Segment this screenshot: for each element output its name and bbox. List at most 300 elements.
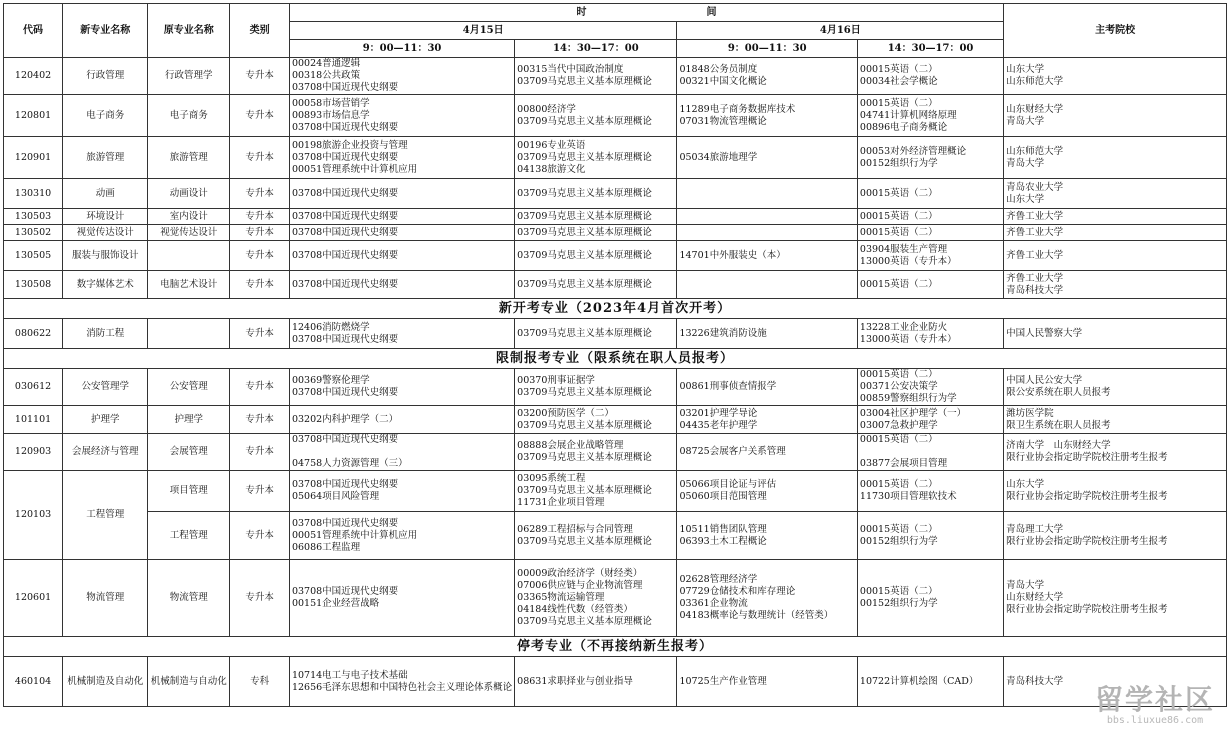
subject-line: 中国人民警察大学 (1006, 327, 1083, 339)
old-major-name: 电子商务 (148, 95, 230, 137)
apr15-morning-subjects (289, 137, 514, 179)
apr16-morning-subjects (677, 209, 857, 225)
new-major-name: 服装与服饰设计 (63, 241, 148, 271)
category: 专升本 (230, 369, 290, 406)
subject-line: 02628管理经济学 (679, 574, 758, 585)
old-major-name: 旅游管理 (148, 137, 230, 179)
major-code: 120801 (4, 95, 63, 137)
subject-line: 04435老年护理学 (679, 419, 758, 431)
apr15-afternoon-subjects (515, 241, 677, 271)
header-code: 代码 (4, 4, 63, 58)
subject-line: 00015英语（二） (859, 523, 938, 535)
apr16-morning-subjects (677, 471, 857, 512)
header-new-name: 新专业名称 (63, 4, 148, 58)
apr16-afternoon-subjects (857, 241, 1003, 271)
header-school: 主考院校 (1004, 4, 1227, 58)
subject-line: 00058市场营销学 (291, 97, 370, 109)
apr16-morning-subjects (677, 657, 857, 707)
header-time: 时 间 (289, 4, 1003, 22)
subject-line: 03202内科护理学（二） (291, 413, 399, 425)
subject-line: 10511销售团队管理 (679, 523, 767, 535)
old-major-name: 工程管理 (148, 512, 230, 560)
subject-line: 07006供应链与企业物流管理 (517, 580, 643, 591)
table-row (4, 471, 1227, 512)
subject-line: 山东财经大学 (1006, 592, 1064, 603)
subject-line: 山东大学 (1006, 64, 1045, 75)
subject-line: 山东师范大学 (1006, 145, 1064, 157)
subject-line: 限行业协会指定助学院校注册考生报考 (1006, 604, 1168, 615)
subject-line: 03708中国近现代史纲要 (291, 278, 399, 290)
apr16-afternoon-subjects (857, 657, 1003, 707)
table-row (4, 209, 1227, 225)
major-code: 080622 (4, 319, 63, 349)
apr15-morning-subjects (289, 58, 514, 95)
subject-line: 齐鲁工业大学 (1006, 210, 1064, 222)
table-row (4, 369, 1227, 406)
subject-line: 03361企业物流 (679, 598, 748, 609)
apr16-afternoon-subjects (857, 209, 1003, 225)
category: 专升本 (230, 271, 290, 299)
subject-line: 03095系统工程 (517, 473, 586, 484)
exam-school (1004, 471, 1227, 512)
subject-line: 03708中国近现代史纲要 (291, 434, 399, 445)
old-major-name: 视觉传达设计 (148, 225, 230, 241)
old-major-name (148, 319, 230, 349)
subject-line: 00896电子商务概论 (859, 121, 948, 133)
apr15-afternoon-subjects (515, 58, 677, 95)
apr16-afternoon-subjects (857, 369, 1003, 406)
apr15-afternoon-subjects (515, 209, 677, 225)
major-code: 120103 (4, 471, 63, 560)
old-major-name: 物流管理 (148, 560, 230, 637)
subject-line: 04758人力资源管理（三） (291, 458, 408, 469)
subject-line: 青岛大学 (1006, 115, 1045, 127)
subject-line: 03708中国近现代史纲要 (291, 82, 399, 93)
header-category: 类别 (230, 4, 290, 58)
subject-line: 13000英语（专升本） (859, 333, 957, 345)
old-major-name: 护理学 (148, 406, 230, 434)
subject-line: 限公安系统在职人员报考 (1006, 387, 1111, 398)
subject-line: 山东财经大学 (1006, 103, 1064, 115)
subject-line: 03708中国近现代史纲要 (291, 387, 399, 398)
new-major-name: 机械制造及自动化 (63, 657, 148, 707)
subject-line: 10725生产作业管理 (679, 675, 767, 687)
subject-line: 03709马克思主义基本原理概论 (517, 187, 652, 199)
category: 专升本 (230, 471, 290, 512)
section-row (4, 349, 1227, 369)
major-code: 460104 (4, 657, 63, 707)
new-major-name: 电子商务 (63, 95, 148, 137)
subject-line: 青岛农业大学 (1006, 181, 1064, 193)
schedule-body (4, 58, 1227, 707)
subject-line: 潍坊医学院 (1006, 407, 1054, 419)
apr16-afternoon-subjects (857, 95, 1003, 137)
apr16-morning-subjects (677, 58, 857, 95)
subject-line: 00015英语（二） (859, 97, 938, 109)
new-major-name: 工程管理 (63, 471, 148, 560)
subject-line: 00015英语（二） (859, 586, 938, 597)
old-major-name: 项目管理 (148, 471, 230, 512)
apr15-afternoon-subjects (515, 225, 677, 241)
subject-line: 齐鲁工业大学 (1006, 272, 1064, 284)
table-row (4, 319, 1227, 349)
apr15-morning-subjects (289, 434, 514, 471)
apr16-morning-subjects (677, 512, 857, 560)
category: 专科 (230, 657, 290, 707)
subject-line: 04184线性代数（经管类） (517, 604, 633, 615)
exam-school (1004, 241, 1227, 271)
subject-line: 03709马克思主义基本原理概论 (517, 226, 652, 238)
subject-line: 山东大学 (1006, 193, 1045, 205)
apr16-morning-subjects (677, 369, 857, 406)
section-title: 新开考专业（2023年4月首次开考） (4, 299, 1227, 319)
subject-line: 03877会展项目管理 (859, 458, 948, 469)
subject-line: 青岛科技大学 (1006, 284, 1064, 296)
new-major-name: 视觉传达设计 (63, 225, 148, 241)
subject-line: 00369警察伦理学 (291, 375, 370, 386)
apr15-afternoon-subjects (515, 319, 677, 349)
exam-school (1004, 560, 1227, 637)
subject-line: 11731企业项目管理 (517, 497, 605, 508)
subject-line: 12406消防燃烧学 (291, 321, 370, 333)
header-pm-1: 14：30—17：00 (515, 40, 677, 58)
subject-line: 00015英语（二） (859, 187, 938, 199)
subject-line: 03709马克思主义基本原理概论 (517, 210, 652, 222)
subject-line: 03709马克思主义基本原理概论 (517, 249, 652, 261)
subject-line: 03007急救护理学 (859, 419, 938, 431)
table-row (4, 95, 1227, 137)
apr15-afternoon-subjects (515, 95, 677, 137)
table-row (4, 406, 1227, 434)
subject-line: 07729仓储技术和库存理论 (679, 586, 796, 597)
subject-line: 限行业协会指定助学院校注册考生报考 (1006, 535, 1168, 547)
table-row (4, 58, 1227, 95)
exam-school (1004, 209, 1227, 225)
exam-school (1004, 271, 1227, 299)
subject-line: 00024普通逻辑 (291, 58, 361, 69)
subject-line: 04741计算机网络原理 (859, 109, 957, 121)
subject-line: 06086工程监理 (291, 541, 361, 553)
section-row (4, 299, 1227, 319)
subject-line: 00152组织行为学 (859, 535, 938, 547)
old-major-name: 公安管理 (148, 369, 230, 406)
apr15-afternoon-subjects (515, 512, 677, 560)
subject-line: 03708中国近现代史纲要 (291, 517, 399, 529)
subject-line: 00015英语（二） (859, 278, 938, 290)
category: 专升本 (230, 95, 290, 137)
subject-line (860, 446, 1001, 458)
subject-line: 03201护理学导论 (679, 407, 758, 419)
subject-line: 03365物流运输管理 (517, 592, 605, 603)
apr16-morning-subjects (677, 241, 857, 271)
exam-school (1004, 95, 1227, 137)
header-pm-2: 14：30—17：00 (857, 40, 1003, 58)
subject-line: 08888会展企业战略管理 (517, 440, 624, 451)
section-title: 停考专业（不再接纳新生报考） (4, 637, 1227, 657)
subject-line: 03709马克思主义基本原理概论 (517, 76, 652, 87)
old-major-name (148, 241, 230, 271)
subject-line: 10722计算机绘图（CAD） (859, 675, 979, 687)
major-code: 120601 (4, 560, 63, 637)
apr15-afternoon-subjects (515, 406, 677, 434)
table-row (4, 657, 1227, 707)
subject-line: 限行业协会指定助学院校注册考生报考 (1006, 452, 1168, 463)
exam-school (1004, 512, 1227, 560)
subject-line: 00370刑事证据学 (517, 375, 595, 386)
exam-school (1004, 406, 1227, 434)
subject-line: 济南大学 山东财经大学 (1006, 440, 1111, 451)
new-major-name: 消防工程 (63, 319, 148, 349)
category: 专升本 (230, 512, 290, 560)
major-code: 030612 (4, 369, 63, 406)
subject-line: 06289工程招标与合同管理 (517, 523, 633, 535)
new-major-name: 护理学 (63, 406, 148, 434)
table-row (4, 434, 1227, 471)
subject-line: 03708中国近现代史纲要 (291, 333, 399, 345)
subject-line: 00015英语（二） (859, 210, 938, 222)
apr15-afternoon-subjects (515, 560, 677, 637)
subject-line: 04183概率论与数理统计（经管类） (679, 610, 834, 621)
subject-line: 00015英语（二） (859, 369, 938, 380)
subject-line: 03708中国近现代史纲要 (291, 249, 399, 261)
major-code: 120903 (4, 434, 63, 471)
table-row (4, 241, 1227, 271)
subject-line: 00009政治经济学（财经类） (517, 568, 643, 579)
header-date-2: 4月16日 (677, 22, 1004, 40)
watermark-text: 留学社区 (1094, 683, 1215, 716)
subject-line: 山东大学 (1006, 479, 1045, 490)
section-title: 限制报考专业（限系统在职人员报考） (4, 349, 1227, 369)
old-major-name: 会展管理 (148, 434, 230, 471)
new-major-name: 物流管理 (63, 560, 148, 637)
apr16-afternoon-subjects (857, 271, 1003, 299)
subject-line: 00371公安决策学 (859, 381, 938, 392)
subject-line: 00196专业英语 (517, 139, 586, 151)
subject-line: 03708中国近现代史纲要 (291, 187, 399, 199)
major-code: 130508 (4, 271, 63, 299)
apr16-morning-subjects (677, 406, 857, 434)
apr16-afternoon-subjects (857, 434, 1003, 471)
old-major-name: 机械制造与自动化 (148, 657, 230, 707)
subject-line: 00893市场信息学 (291, 109, 370, 121)
apr16-afternoon-subjects (857, 512, 1003, 560)
major-code: 130503 (4, 209, 63, 225)
subject-line: 青岛大学 (1006, 157, 1045, 169)
subject-line: 00053对外经济管理概论 (859, 145, 967, 157)
apr16-afternoon-subjects (857, 225, 1003, 241)
old-major-name: 行政管理学 (148, 58, 230, 95)
apr15-afternoon-subjects (515, 657, 677, 707)
apr16-morning-subjects (677, 560, 857, 637)
subject-line: 00051管理系统中计算机应用 (291, 163, 418, 175)
subject-line: 03709马克思主义基本原理概论 (517, 387, 652, 398)
subject-line: 限行业协会指定助学院校注册考生报考 (1006, 491, 1168, 502)
subject-line: 14701中外服装史（本） (679, 249, 786, 261)
exam-school (1004, 58, 1227, 95)
major-code: 120402 (4, 58, 63, 95)
subject-line: 00859警察组织行为学 (859, 393, 957, 404)
new-major-name: 动画 (63, 179, 148, 209)
subject-line: 中国人民公安大学 (1006, 375, 1083, 386)
apr15-afternoon-subjects (515, 271, 677, 299)
apr15-afternoon-subjects (515, 471, 677, 512)
header-date-1: 4月15日 (289, 22, 677, 40)
subject-line: 00198旅游企业投资与管理 (291, 139, 408, 151)
subject-line: 齐鲁工业大学 (1006, 226, 1064, 238)
new-major-name: 行政管理 (63, 58, 148, 95)
apr15-morning-subjects (289, 95, 514, 137)
subject-line: 12656毛泽东思想和中国特色社会主义理论体系概论 (291, 681, 513, 693)
exam-school (1004, 137, 1227, 179)
subject-line: 03709马克思主义基本原理概论 (517, 151, 652, 163)
category: 专升本 (230, 434, 290, 471)
subject-line: 03004社区护理学（一） (859, 407, 967, 419)
category: 专升本 (230, 560, 290, 637)
subject-line: 00015英语（二） (859, 64, 938, 75)
major-code: 130505 (4, 241, 63, 271)
table-row (4, 225, 1227, 241)
subject-line: 00015英语（二） (859, 479, 938, 490)
table-row (4, 271, 1227, 299)
exam-school (1004, 225, 1227, 241)
subject-line: 07031物流管理概论 (679, 115, 767, 127)
watermark-url: bbs.liuxue86.com (1106, 715, 1204, 726)
major-code: 101101 (4, 406, 63, 434)
apr16-morning-subjects (677, 434, 857, 471)
subject-line: 00151企业经营战略 (291, 598, 380, 609)
apr16-morning-subjects (677, 271, 857, 299)
subject-line: 03708中国近现代史纲要 (291, 210, 399, 222)
subject-line: 00861刑事侦查情报学 (679, 381, 777, 392)
apr15-morning-subjects (289, 319, 514, 349)
subject-line: 03709马克思主义基本原理概论 (517, 452, 652, 463)
subject-line: 03708中国近现代史纲要 (291, 586, 399, 597)
subject-line: 青岛大学 (1006, 580, 1045, 591)
schedule-table (3, 3, 1227, 707)
subject-line: 03708中国近现代史纲要 (291, 479, 399, 490)
apr16-afternoon-subjects (857, 137, 1003, 179)
new-major-name: 会展经济与管理 (63, 434, 148, 471)
subject-line: 青岛科技大学 (1006, 675, 1064, 687)
table-row (4, 179, 1227, 209)
subject-line: 03708中国近现代史纲要 (291, 226, 399, 238)
subject-line: 03708中国近现代史纲要 (291, 151, 399, 163)
header-old-name: 原专业名称 (148, 4, 230, 58)
subject-line: 00321中国文化概论 (679, 76, 767, 87)
category: 专升本 (230, 179, 290, 209)
header-am-1: 9：00—11：30 (289, 40, 514, 58)
major-code: 130502 (4, 225, 63, 241)
subject-line: 10714电工与电子技术基础 (291, 669, 408, 681)
subject-line: 03709马克思主义基本原理概论 (517, 535, 652, 547)
new-major-name: 数字媒体艺术 (63, 271, 148, 299)
subject-line: 青岛理工大学 (1006, 523, 1064, 535)
subject-line: 03709马克思主义基本原理概论 (517, 419, 652, 431)
header-am-2: 9：00—11：30 (677, 40, 857, 58)
table-row (4, 560, 1227, 637)
apr15-afternoon-subjects (515, 434, 677, 471)
subject-line: 01848公务员制度 (679, 64, 758, 75)
table-row (4, 512, 1227, 560)
apr16-afternoon-subjects (857, 471, 1003, 512)
apr16-afternoon-subjects (857, 560, 1003, 637)
major-code: 130310 (4, 179, 63, 209)
subject-line: 03904服装生产管理 (859, 243, 948, 255)
exam-school (1004, 179, 1227, 209)
apr15-morning-subjects (289, 209, 514, 225)
exam-school (1004, 369, 1227, 406)
section-row (4, 637, 1227, 657)
subject-line: 00800经济学 (517, 103, 576, 115)
apr15-morning-subjects (289, 369, 514, 406)
apr16-morning-subjects (677, 137, 857, 179)
subject-line: 00315当代中国政治制度 (517, 64, 624, 75)
subject-line: 03709马克思主义基本原理概论 (517, 327, 652, 339)
apr16-morning-subjects (677, 179, 857, 209)
exam-school (1004, 319, 1227, 349)
subject-line: 05066项目论证与评估 (679, 479, 777, 490)
apr15-morning-subjects (289, 512, 514, 560)
subject-line: 03709马克思主义基本原理概论 (517, 115, 652, 127)
subject-line: 03709马克思主义基本原理概论 (517, 485, 652, 496)
new-major-name: 旅游管理 (63, 137, 148, 179)
apr15-morning-subjects (289, 241, 514, 271)
apr15-morning-subjects (289, 657, 514, 707)
subject-line: 05064项目风险管理 (291, 491, 380, 502)
apr16-afternoon-subjects (857, 319, 1003, 349)
apr15-morning-subjects (289, 179, 514, 209)
subject-line: 00152组织行为学 (859, 598, 938, 609)
apr15-afternoon-subjects (515, 179, 677, 209)
category: 专升本 (230, 225, 290, 241)
exam-school (1004, 434, 1227, 471)
apr16-afternoon-subjects (857, 58, 1003, 95)
subject-line: 11730项目管理软技术 (859, 491, 957, 502)
apr15-afternoon-subjects (515, 137, 677, 179)
subject-line: 限卫生系统在职人员报考 (1006, 419, 1111, 431)
old-major-name: 动画设计 (148, 179, 230, 209)
apr15-morning-subjects (289, 225, 514, 241)
category: 专升本 (230, 319, 290, 349)
apr16-morning-subjects (677, 225, 857, 241)
watermark-logo (1095, 685, 1215, 726)
old-major-name: 室内设计 (148, 209, 230, 225)
apr16-afternoon-subjects (857, 179, 1003, 209)
apr15-afternoon-subjects (515, 369, 677, 406)
subject-line: 08725会展客户关系管理 (679, 446, 786, 457)
old-major-name: 电脑艺术设计 (148, 271, 230, 299)
subject-line: 03200预防医学（二） (517, 407, 614, 419)
subject-line: 03709马克思主义基本原理概论 (517, 278, 652, 290)
subject-line: 05034旅游地理学 (679, 151, 758, 163)
apr16-morning-subjects (677, 319, 857, 349)
category: 专升本 (230, 58, 290, 95)
subject-line: 00015英语（二） (859, 226, 938, 238)
table-row (4, 137, 1227, 179)
new-major-name: 公安管理学 (63, 369, 148, 406)
category: 专升本 (230, 137, 290, 179)
subject-line: 00015英语（二） (859, 434, 938, 445)
subject-line: 山东师范大学 (1006, 76, 1064, 87)
apr15-morning-subjects (289, 271, 514, 299)
apr16-morning-subjects (677, 95, 857, 137)
subject-line (292, 446, 512, 458)
subject-line: 11289电子商务数据库技术 (679, 103, 796, 115)
subject-line: 08631求职择业与创业指导 (517, 675, 633, 687)
apr15-morning-subjects (289, 560, 514, 637)
category: 专升本 (230, 209, 290, 225)
subject-line: 13000英语（专升本） (859, 255, 957, 267)
